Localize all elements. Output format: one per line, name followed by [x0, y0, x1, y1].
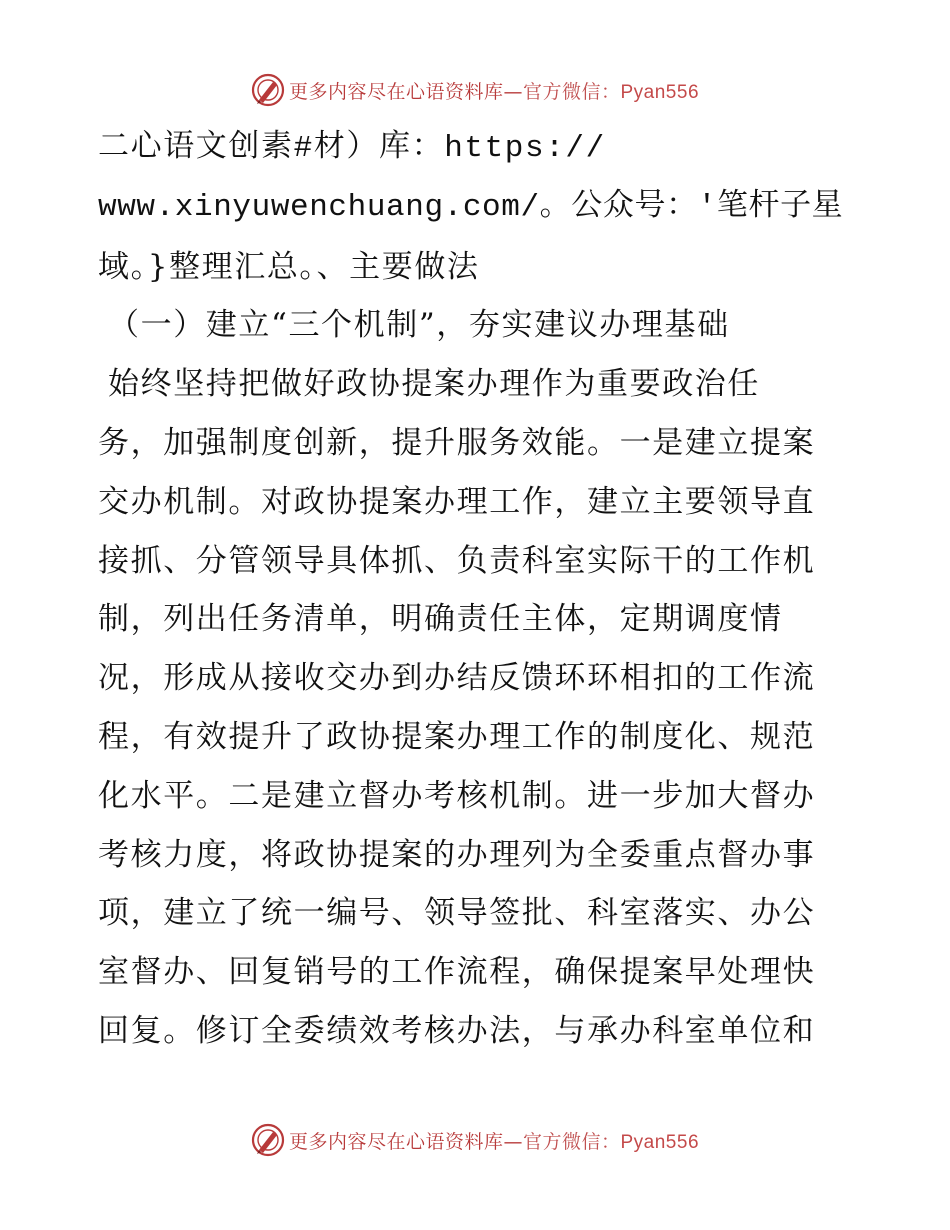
banner-wechat-label: 官方微信：: [522, 80, 621, 103]
banner-dash: —: [503, 80, 523, 103]
document-body: [98, 120, 858, 1061]
text-line: 制，列出任务清单，明确责任主体，定期调度情: [98, 601, 783, 638]
header-banner-text: [289, 77, 699, 104]
banner-wechat-label: 官方微信：: [522, 1130, 621, 1153]
text-line: 务，加强制度创新，提升服务效能。一是建立提案: [98, 424, 816, 461]
pen-logo-icon: [251, 1123, 285, 1157]
text-line: 考核力度，将政协提案的办理列为全委重点督办事: [98, 836, 816, 873]
banner-title: 更多内容尽在心语资料库: [288, 80, 504, 103]
header-watermark-banner: [0, 70, 950, 110]
text-line: 况，形成从接收交办到办结反馈环环相扣的工作流: [98, 660, 816, 697]
banner-wechat-id: Pyan556: [620, 81, 700, 103]
banner-dash: —: [503, 1130, 523, 1153]
text-line: 化水平。二是建立督办考核机制。进一步加大督办: [98, 777, 816, 814]
text-line: www.xinyuwenchuang.com/。公众号：′笔杆子星: [98, 189, 844, 225]
footer-watermark-banner: [0, 1120, 950, 1160]
text-line: 程，有效提升了政协提案办理工作的制度化、规范: [98, 718, 816, 755]
banner-title: 更多内容尽在心语资料库: [288, 1130, 504, 1153]
text-line: 回复。修订全委绩效考核办法，与承办科室单位和: [98, 1012, 816, 1049]
text-line: 二心语文创素#材）库：https://: [98, 131, 606, 166]
banner-wechat-id: Pyan556: [620, 1131, 700, 1153]
text-line: 室督办、回复销号的工作流程，确保提案早处理快: [98, 954, 816, 991]
text-line: 项，建立了统一编号、领导签批、科室落实、办公: [98, 895, 816, 932]
pen-logo-icon: [251, 73, 285, 107]
footer-banner-text: [289, 1127, 699, 1154]
text-line: 始终坚持把做好政协提案办理作为重要政治任: [108, 366, 760, 403]
section-heading: （一）建立“三个机制”，夯实建议办理基础: [108, 307, 730, 344]
text-line: 交办机制。对政协提案办理工作，建立主要领导直: [98, 483, 816, 520]
text-line: 接抓、分管领导具体抓、负责科室实际干的工作机: [98, 542, 816, 579]
text-line: 域。}整理汇总。、主要做法: [98, 248, 480, 285]
